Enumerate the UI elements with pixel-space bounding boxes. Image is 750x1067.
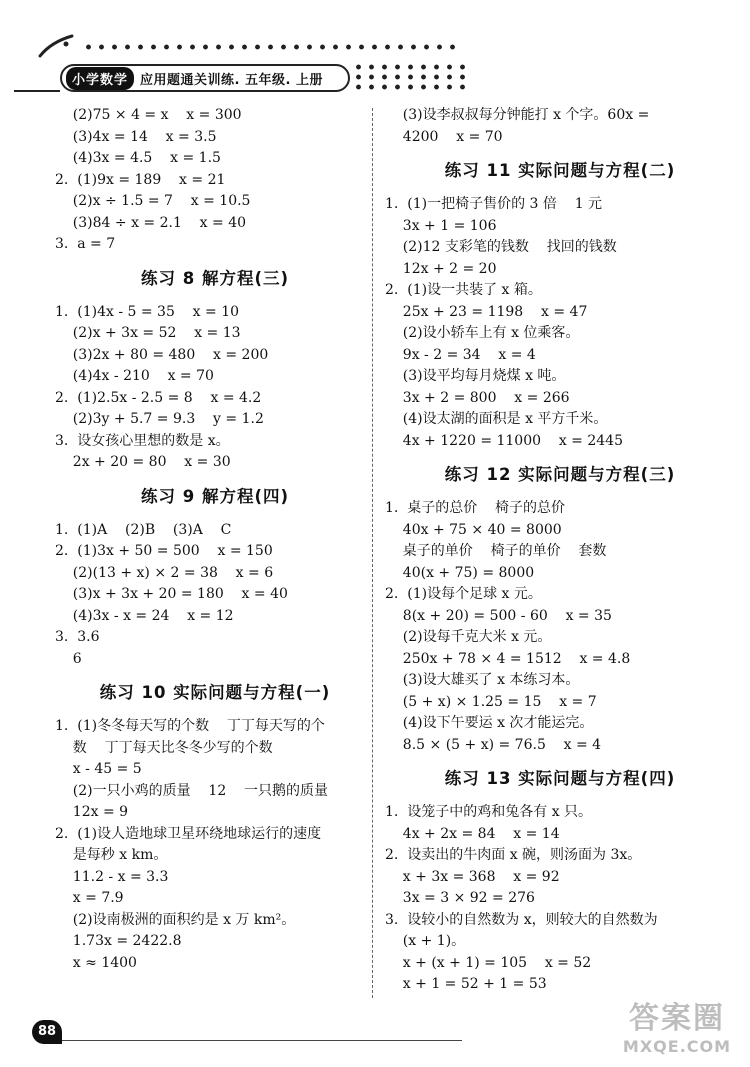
answer-line: 6 <box>55 650 82 667</box>
series-tag: 小学数学 <box>66 67 134 90</box>
watermark-url: MXQE.COM <box>622 1037 732 1056</box>
answer-line: (4)设下午要运 x 次才能运完。 <box>385 715 594 731</box>
answer-line: x = 7.9 <box>55 890 124 906</box>
answer-line: 4x + 1220 = 11000 x = 2445 <box>385 432 623 449</box>
header-dot-row <box>82 44 462 50</box>
answer-line: 是每秒 x km。 <box>55 847 168 863</box>
answer-line: 3x + 2 = 800 x = 266 <box>385 389 570 406</box>
answer-line: 3. 设女孩心里想的数是 x。 <box>55 432 230 449</box>
answer-line: 2. (1)9x = 189 x = 21 <box>55 171 226 188</box>
left-answer-column <box>55 105 365 974</box>
answer-line: 1. 设笼子中的鸡和兔各有 x 只。 <box>385 804 593 820</box>
column-divider <box>372 108 373 998</box>
right-answer-column <box>385 105 725 996</box>
answer-line: (x + 1)。 <box>385 933 466 949</box>
answer-line: 2. (1)3x + 50 = 500 x = 150 <box>55 543 273 559</box>
answer-line: 数 丁丁每天比冬冬少写的个数 <box>55 739 273 756</box>
answer-line: 2x + 20 = 80 x = 30 <box>55 454 231 470</box>
answer-line: (5 + x) × 1.25 = 15 x = 7 <box>385 693 597 710</box>
answer-line: 4x + 2x = 84 x = 14 <box>385 825 560 842</box>
answer-line: 2. (1)2.5x - 2.5 = 8 x = 4.2 <box>55 389 262 406</box>
answer-line: 2. (1)设每个足球 x 元。 <box>385 586 542 602</box>
answer-line: (3)2x + 80 = 480 x = 200 <box>55 346 269 363</box>
answer-line: 3. 3.6 <box>55 629 100 645</box>
answer-line: 25x + 23 = 1198 x = 47 <box>385 303 588 320</box>
answer-line: 12x + 2 = 20 <box>385 260 497 277</box>
answer-line: x + 1 = 52 + 1 = 53 <box>385 976 547 992</box>
answer-line: (2)设南极洲的面积约是 x 万 km²。 <box>55 911 296 928</box>
answer-line: x - 45 = 5 <box>55 761 142 777</box>
answer-line: 250x + 78 × 4 = 1512 x = 4.8 <box>385 650 631 667</box>
answer-line: (3)设大雄买了 x 本练习本。 <box>385 672 580 688</box>
answer-line: (2)一只小鸡的质量 12 一只鹅的质量 <box>55 782 329 799</box>
header-dot-grid <box>352 62 472 90</box>
page-number: 88 <box>32 1020 62 1044</box>
answer-line: x + (x + 1) = 105 x = 52 <box>385 954 592 971</box>
answer-line: 1. (1)4x - 5 = 35 x = 10 <box>55 303 240 320</box>
section-heading: 练习 9 解方程(四) <box>140 486 290 506</box>
answer-line: (4)3x = 4.5 x = 1.5 <box>55 150 221 166</box>
answer-line: 1. (1)一把椅子售价的 3 倍 1 元 <box>385 196 603 212</box>
section-heading: 练习 8 解方程(三) <box>140 268 290 288</box>
section-heading: 练习 12 实际问题与方程(三) <box>444 465 676 484</box>
answer-line: 40(x + 75) = 8000 <box>385 564 535 581</box>
answer-line: 40x + 75 × 40 = 8000 <box>385 521 562 538</box>
answer-line: 3x + 1 = 106 <box>385 217 497 234</box>
answer-line: x ≈ 1400 <box>55 954 137 971</box>
section-heading: 练习 13 实际问题与方程(四) <box>444 769 676 788</box>
answer-line: 1. (1)A (2)B (3)A C <box>55 521 232 538</box>
answer-line: 12x = 9 <box>55 804 129 820</box>
footer-rule <box>62 1040 462 1041</box>
section-heading: 练习 11 实际问题与方程(二) <box>444 161 676 180</box>
header-rule <box>14 90 60 92</box>
answer-line: 2. 设卖出的牛肉面 x 碗，则汤面为 3x。 <box>385 847 642 863</box>
watermark-logo <box>612 1002 742 1066</box>
answer-line: 11.2 - x = 3.3 <box>55 868 169 885</box>
answer-line: (2)设每千克大米 x 元。 <box>385 629 552 645</box>
answer-line: (2)3y + 5.7 = 9.3 y = 1.2 <box>55 411 264 427</box>
answer-line: (2)75 × 4 = x x = 300 <box>55 107 242 123</box>
answer-line: 8.5 × (5 + x) = 76.5 x = 4 <box>385 736 602 753</box>
answer-line: (4)设太湖的面积是 x 平方千米。 <box>385 411 608 427</box>
answer-line: (3)84 ÷ x = 2.1 x = 40 <box>55 214 247 231</box>
answer-line: (2)x + 3x = 52 x = 13 <box>55 325 241 341</box>
answer-line: (3)4x = 14 x = 3.5 <box>55 128 217 145</box>
decorative-swoosh-icon <box>38 32 74 58</box>
answer-line: (4)4x - 210 x = 70 <box>55 368 214 384</box>
page-header <box>0 0 750 100</box>
answer-line: (3)x + 3x + 20 = 180 x = 40 <box>55 586 288 602</box>
answer-line: (3)设李叔叔每分钟能打 x 个字。60x = <box>385 107 650 123</box>
answer-line: 4200 x = 70 <box>385 128 503 145</box>
answer-line: 1. (1)冬冬每天写的个数 丁丁每天写的个 <box>55 718 325 734</box>
answer-line: 2. (1)设一共装了 x 箱。 <box>385 282 542 298</box>
answer-line: 9x - 2 = 34 x = 4 <box>385 346 536 363</box>
answer-line: (2)12 支彩笔的钱数 找回的钱数 <box>385 239 617 255</box>
answer-line: 3. 设较小的自然数为 x，则较大的自然数为 <box>385 911 658 928</box>
answer-line: x + 3x = 368 x = 92 <box>385 868 560 885</box>
answer-line: 2. (1)设人造地球卫星环绕地球运行的速度 <box>55 825 322 842</box>
section-heading: 练习 10 实际问题与方程(一) <box>99 683 331 702</box>
answer-line: (2)(13 + x) × 2 = 38 x = 6 <box>55 564 274 581</box>
book-title-banner <box>60 64 350 92</box>
answer-line: (2)x ÷ 1.5 = 7 x = 10.5 <box>55 193 251 209</box>
book-title: 应用题通关训练. 五年级. 上册 <box>140 72 323 88</box>
watermark-text: 答案圈 <box>629 1001 725 1036</box>
answer-line: 8(x + 20) = 500 - 60 x = 35 <box>385 607 612 624</box>
answer-line: (4)3x - x = 24 x = 12 <box>55 607 234 624</box>
answer-line: 桌子的单价 椅子的单价 套数 <box>385 543 607 559</box>
answer-line: 3x = 3 × 92 = 276 <box>385 890 535 906</box>
answer-line: 3. a = 7 <box>55 236 116 252</box>
answer-line: (3)设平均每月烧煤 x 吨。 <box>385 368 566 384</box>
answer-line: 1.73x = 2422.8 <box>55 933 182 949</box>
answer-line: 1. 桌子的总价 椅子的总价 <box>385 500 566 516</box>
answer-line: (2)设小轿车上有 x 位乘客。 <box>385 325 580 341</box>
